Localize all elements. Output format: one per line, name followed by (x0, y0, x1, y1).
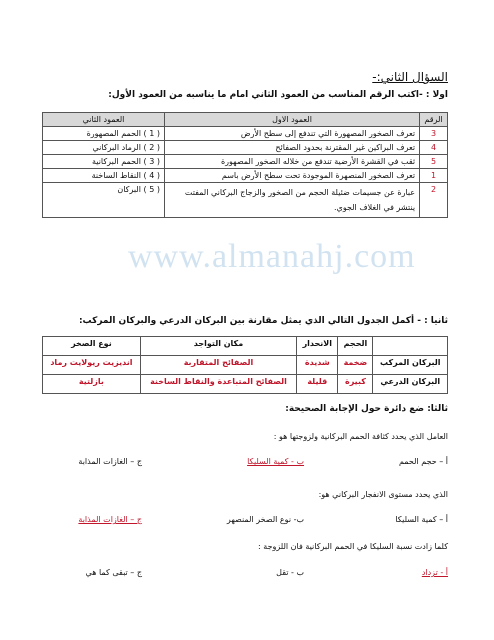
header-slope: الانحدار (297, 337, 338, 356)
cell-size: كبيرة (338, 375, 373, 394)
row-number: 1 (420, 169, 448, 183)
row-col1: عبارة عن جسيمات ضئيلة الحجم من الصخور والزجاج البركاني المفتت ينتشر في الغلاف الجوي. (164, 183, 419, 218)
row-label: البركان المركب (373, 356, 448, 375)
option-b: ب- نوع الصخر المنصهر (226, 515, 304, 524)
cell-slope: قليلة (297, 375, 338, 394)
table-row (43, 375, 448, 394)
row-col1: ثقب في القشرة الأرضية تندفع من خلاله الصخور المصهورة (164, 155, 419, 169)
header-num: الرقم (420, 113, 448, 127)
row-col2: ( 4 ) النقاط الساخنة (43, 169, 165, 183)
question-title: السؤال الثاني:- (372, 70, 448, 84)
header-size: الحجم (338, 337, 373, 356)
option-c: ج – تبقى كما هي (85, 568, 142, 577)
option-b-answer: ب - كمية السليكا (247, 457, 304, 466)
row-number: 5 (420, 155, 448, 169)
option-a: أ – حجم الحمم (398, 457, 448, 466)
table-row (43, 155, 448, 169)
row-col2: ( 3 ) الحمم البركانية (43, 155, 165, 169)
part1-heading: اولا : -اكتب الرقم المناسب من العمود الثاني امام ما يناسبه من العمود الأول: (108, 90, 448, 100)
table-row (43, 127, 448, 141)
cell-slope: شديدة (297, 356, 338, 375)
row-col2: ( 1 ) الحمم المصهورة (43, 127, 165, 141)
header-rock-type: نوع الصخر (43, 337, 141, 356)
row-col1: تعرف البراكين غير المقترنة بحدود الصفائح (164, 141, 419, 155)
cell-rock-type: بازلتية (43, 375, 141, 394)
cell-location: الصفائح المتباعدة والنقاط الساخنة (140, 375, 296, 394)
row-number: 4 (420, 141, 448, 155)
cell-size: ضخمة (338, 356, 373, 375)
matching-table (42, 112, 448, 218)
watermark: www.almanahj.com (128, 238, 416, 275)
cell-rock-type: انديزيت ريولايت رماد (43, 356, 141, 375)
header-col2: العمود الثاني (43, 113, 165, 127)
table-row (43, 356, 448, 375)
row-col2: ( 2 ) الرماد البركاني (43, 141, 165, 155)
header-location: مكان التواجد (140, 337, 296, 356)
table-row (43, 183, 448, 218)
row-number: 3 (420, 127, 448, 141)
part2-heading: ثانيا : - أكمل الجدول التالي الذي يمثل مقارنة بين البركان الدرعي والبركان المركب: (78, 316, 448, 326)
header-col1: العمود الاول (164, 113, 419, 127)
table-row (43, 169, 448, 183)
corner-cell (373, 337, 448, 356)
row-col1: تعرف الصخور المنصهرة الموجودة تحت سطح الأرض باسم (164, 169, 419, 183)
question-text: العامل الذي يحدد كثافة الحمم البركانية ولزوجتها هو : (273, 432, 448, 441)
table-row (43, 141, 448, 155)
option-a-answer: أ - تزداد (421, 568, 448, 577)
option-c: ج – الغازات المذابة (78, 457, 142, 466)
row-col2: ( 5 ) البركان (43, 183, 165, 218)
option-c-answer: ج – الغازات المذابة (78, 515, 142, 524)
question-text: الذي يحدد مستوى الانفجار البركاني هو: (318, 490, 448, 499)
question-text: كلما زادت نسبة السليكا في الحمم البركانية فان اللزوجة : (258, 542, 448, 551)
option-b: ب - تقل (276, 568, 304, 577)
row-label: البركان الدرعي (373, 375, 448, 394)
row-col1: تعرف الصخور المصهورة التي تندفع إلى سطح الأرض (164, 127, 419, 141)
row-number: 2 (420, 183, 448, 218)
comparison-table (42, 336, 448, 394)
option-a: أ – كمية السليكا (395, 515, 448, 524)
cell-location: الصفائح المتقاربة (140, 356, 296, 375)
part3-heading: ثالثا: ضع دائرة حول الإجابة الصحيحة: (285, 404, 448, 414)
